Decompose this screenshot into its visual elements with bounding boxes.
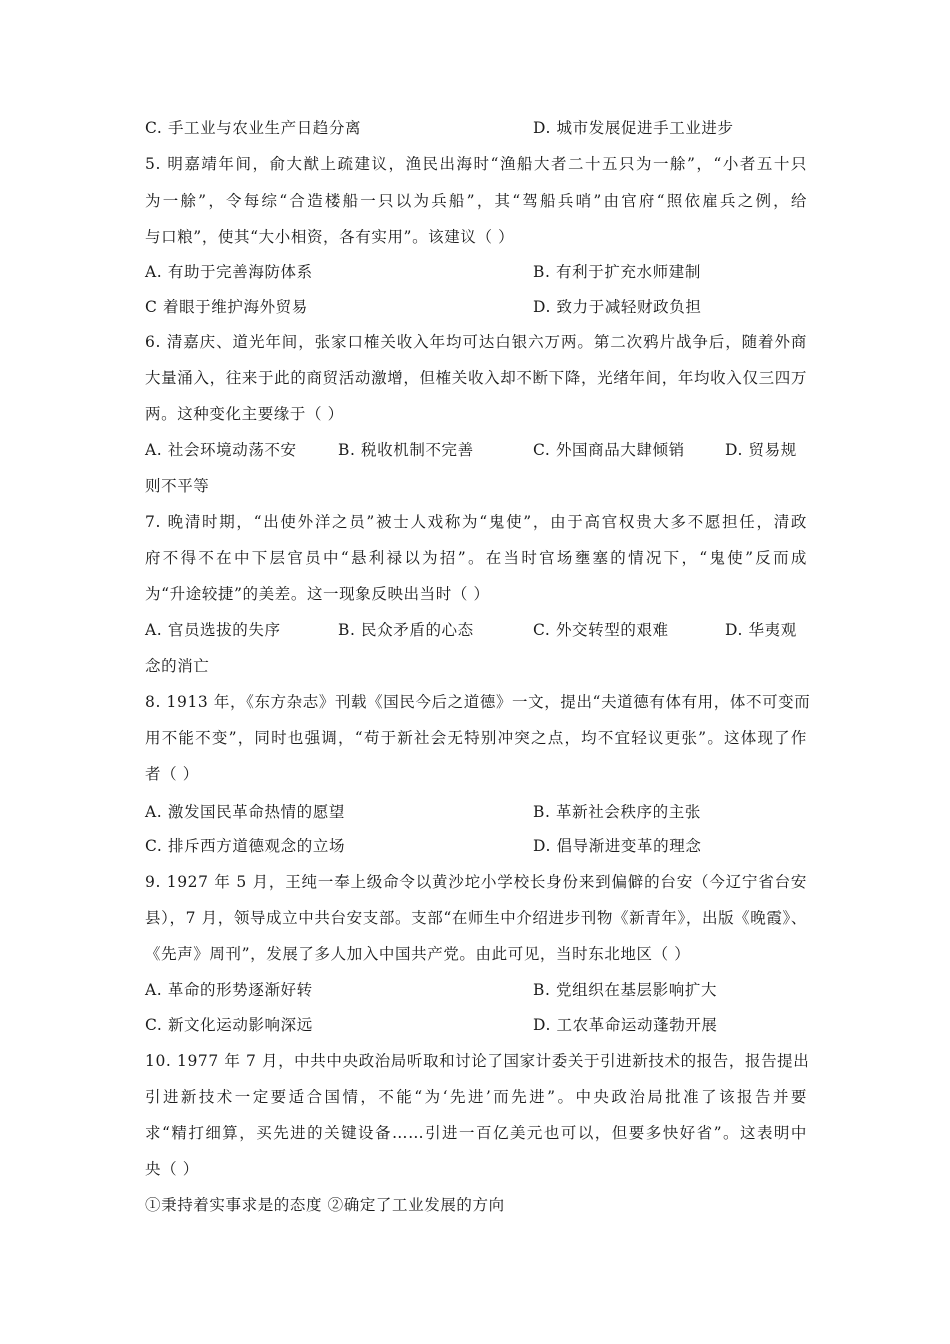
- q5-option-a: A. 有助于完善海防体系: [145, 263, 313, 281]
- q7-option-b: B. 民众矛盾的心态: [338, 621, 474, 639]
- q5-stem-line-1: 5. 明嘉靖年间，俞大猷上疏建议，渔民出海时“渔船大者二十五只为一艅”，“小者五十只: [145, 155, 807, 173]
- q4-option-c: C. 手工业与农业生产日趋分离: [145, 119, 362, 137]
- q6-stem-line-2: 大量涌入，往来于此的商贸活动激增，但榷关收入却不断下降，光绪年间，年均收入仅三四万: [145, 369, 807, 387]
- q8-option-b: B. 革新社会秩序的主张: [533, 803, 701, 821]
- q5-option-c: C 着眼于维护海外贸易: [145, 298, 308, 316]
- q4-option-d: D. 城市发展促进手工业进步: [533, 119, 734, 137]
- q8-stem-line-3: 者（ ）: [145, 765, 199, 783]
- q5-option-d: D. 致力于减轻财政负担: [533, 298, 702, 316]
- q8-option-c: C. 排斥西方道德观念的立场: [145, 837, 346, 855]
- q8-option-a: A. 激发国民革命热情的愿望: [145, 803, 345, 821]
- q10-stem-line-1: 10. 1977 年 7 月，中共中央政治局听取和讨论了国家计委关于引进新技术的报告，报告提出: [145, 1052, 810, 1070]
- q6-option-c: C. 外国商品大肆倾销: [533, 441, 685, 459]
- q5-stem-line-2: 为一艅”，令每综“合造楼船一只以为兵船”，其“驾船兵哨”由官府“照依雇兵之例，给: [145, 192, 807, 210]
- q5-option-b: B. 有利于扩充水师建制: [533, 263, 701, 281]
- q8-option-d: D. 倡导渐进变革的理念: [533, 837, 702, 855]
- q8-stem-line-1: 8. 1913 年，《东方杂志》刊载《国民今后之道德》一文，提出“夫道德有体有用，体不可变而: [145, 693, 811, 711]
- q10-stem-line-4: 央（ ）: [145, 1160, 199, 1178]
- q9-option-b: B. 党组织在基层影响扩大: [533, 981, 718, 999]
- q5-stem-line-3: 与口粮”，使其“大小相资，各有实用”。该建议（ ）: [145, 228, 515, 246]
- q10-stem-line-2: 引进新技术一定要适合国情，不能“为‘先进’而先进”。中央政治局批准了该报告并要: [145, 1088, 807, 1106]
- q9-stem-line-1: 9. 1927 年 5 月，王纯一奉上级命令以黄沙坨小学校长身份来到偏僻的台安（今辽宁省台安: [145, 873, 807, 891]
- q6-stem-line-1: 6. 清嘉庆、道光年间，张家口榷关收入年均可达白银六万两。第二次鸦片战争后，随着外商: [145, 333, 807, 351]
- q10-statements: ①秉持着实事求是的态度 ②确定了工业发展的方向: [145, 1196, 505, 1214]
- q7-option-d-continuation: 念的消亡: [145, 657, 210, 675]
- q9-stem-line-3: 《先声》周刊”，发展了多人加入中国共产党。由此可见，当时东北地区（ ）: [145, 945, 691, 963]
- q9-stem-line-2: 县），7 月，领导成立中共台安支部。支部“在师生中介绍进步刊物《新青年》，出版《晚霞》、: [145, 909, 807, 927]
- q6-option-d-continuation: 则不平等: [145, 477, 210, 495]
- q6-stem-line-3: 两。这种变化主要缘于（ ）: [145, 405, 344, 423]
- q7-stem-line-3: 为“升途较捷”的美差。这一现象反映出当时（ ）: [145, 585, 490, 603]
- q7-stem-line-1: 7. 晚清时期，“出使外洋之员”被士人戏称为“鬼使”，由于高官权贵大多不愿担任，清政: [145, 513, 807, 531]
- q10-stem-line-3: 求“精打细算，买先进的关键设备……引进一百亿美元也可以，但要多快好省”。这表明中: [145, 1124, 807, 1142]
- q7-option-c: C. 外交转型的艰难: [533, 621, 669, 639]
- q7-stem-line-2: 府不得不在中下层官员中“悬利禄以为招”。在当时官场壅塞的情况下，“鬼使”反而成: [145, 549, 807, 567]
- q6-option-a: A. 社会环境动荡不安: [145, 441, 297, 459]
- q6-option-b: B. 税收机制不完善: [338, 441, 474, 459]
- q7-option-d: D. 华夷观: [725, 621, 797, 639]
- q9-option-c: C. 新文化运动影响深远: [145, 1016, 313, 1034]
- q6-option-d: D. 贸易规: [725, 441, 797, 459]
- q9-option-a: A. 革命的形势逐渐好转: [145, 981, 313, 999]
- q7-option-a: A. 官员选拔的失序: [145, 621, 281, 639]
- q9-option-d: D. 工农革命运动蓬勃开展: [533, 1016, 718, 1034]
- q8-stem-line-2: 用不能不变”，同时也强调，“苟于新社会无特别冲突之点，均不宜轻议更张”。这体现了作: [145, 729, 807, 747]
